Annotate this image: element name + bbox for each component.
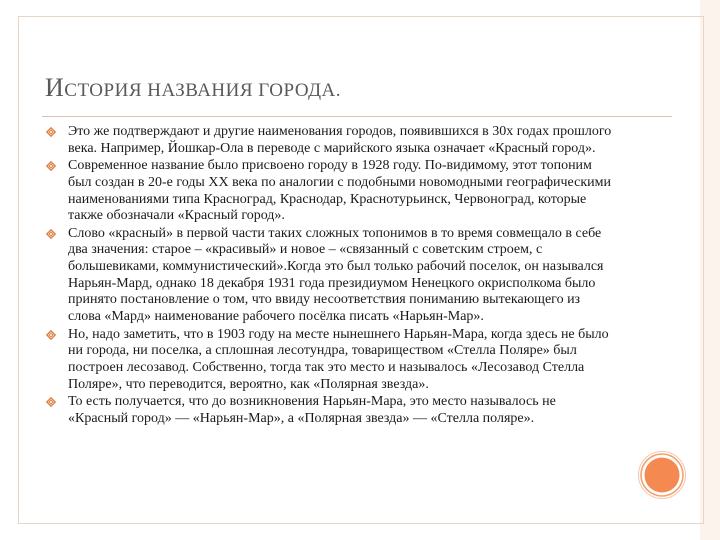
paragraph-text: Это же подтверждают и другие наименования городов, появившихся в 30х годах прошлого века. Например, Йошкар-Ола в переводе с марийского языка означает «Красный город». — [68, 124, 612, 156]
title-first-letter: И — [45, 73, 65, 102]
list-item — [46, 226, 616, 326]
paragraph-text: Современное название было присвоено городу в 1928 году. По-видимому, этот топоним был создан в 20-е годы XX века по аналогии с подобными новомодными географическими наименованиями типа Красноград, Краснодар, Краснотурьинск, Червоноград, которые также обозначали «Красный город». — [68, 158, 611, 224]
hollow-diamond-bullet-icon — [46, 229, 56, 239]
hollow-diamond-bullet-icon — [46, 161, 56, 171]
paragraph-text: То есть получается, что до возникновения Нарьян-Мара, это место называлось не «Красный город» — «Нарьян-Мар», а «Полярная звезда» — «Стелла поляре». — [68, 394, 556, 426]
list-item — [46, 158, 616, 225]
list-item — [46, 327, 616, 394]
list-item — [46, 124, 616, 157]
hollow-diamond-bullet-icon — [46, 127, 56, 137]
bullet-list — [46, 124, 616, 428]
title-divider — [42, 116, 672, 117]
hollow-diamond-bullet-icon — [46, 330, 56, 340]
slide-title — [45, 73, 341, 103]
hollow-diamond-bullet-icon — [46, 397, 56, 407]
list-item — [46, 394, 616, 427]
paragraph-text: Но, надо заметить, что в 1903 году на месте нынешнего Нарьян-Мара, когда здесь не было ни города, ни поселка, а сплошная лесотундра, товариществом «Стелла Поляре» был построен лесозавод. Собственно, тогда так это место и называлось «Лесозавод Стелла Поляре», что переводится, вероятно, как «Полярная звезда». — [68, 326, 609, 392]
paragraph-text: Слово «красный» в первой части таких сложных топонимов в то время совмещало в себе два значения: старое – «красивый» и новое – «связанный с советским строем, с большевиками, коммунистический».Когда это был только рабочий поселок, он назывался Нарьян-Мард, однако 18 декабря 1931 года президиумом Ненецкого окрисполкома было принято постановление о том, что ввиду несоответствия пониманию вытекающего из слова «Мард» наименование рабочего посёлка писать «Нарьян-Мар». — [68, 225, 604, 325]
title-rest: СТОРИЯ НАЗВАНИЯ ГОРОДА. — [64, 80, 342, 101]
decorative-circle-icon — [637, 450, 687, 500]
